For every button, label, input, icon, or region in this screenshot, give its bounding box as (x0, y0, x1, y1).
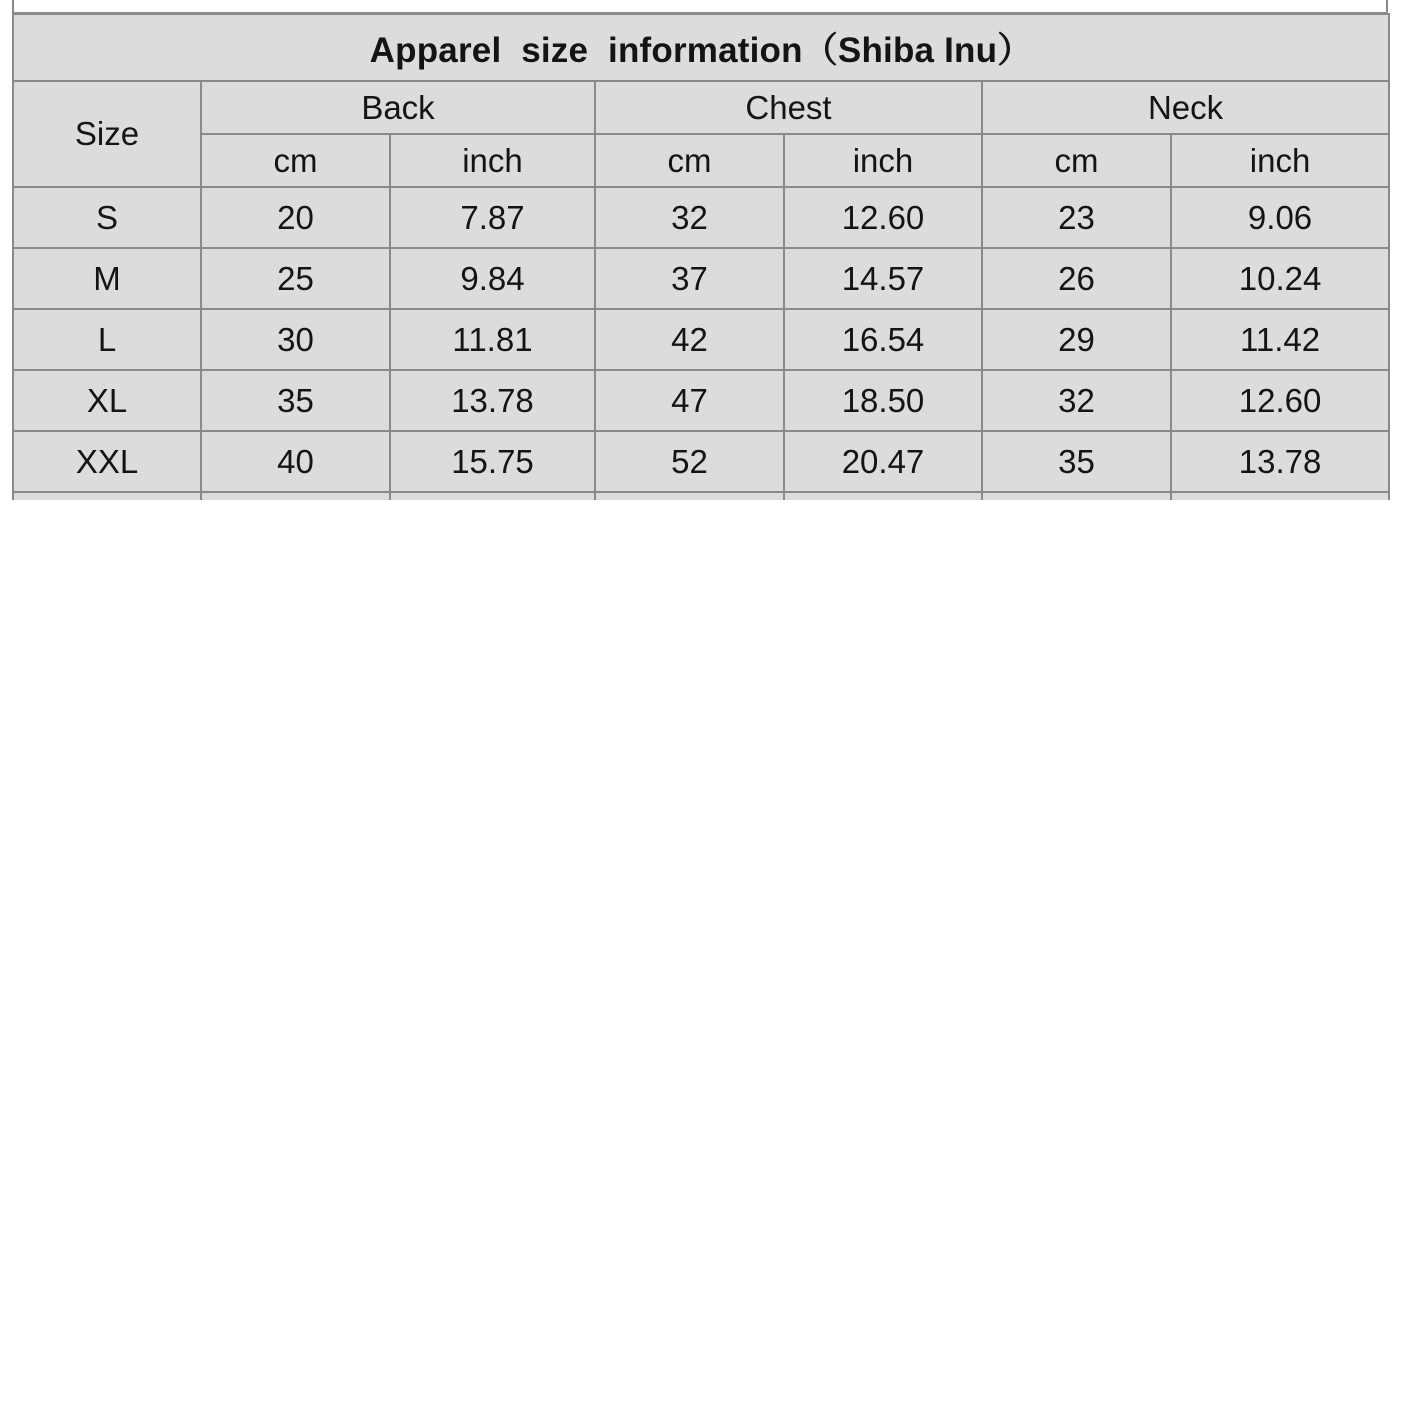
neck-cm-cell: 32 (982, 370, 1171, 431)
unit-header: cm (595, 134, 784, 187)
back-cm-cell: 25 (201, 248, 390, 309)
back-inch-cell: 9.84 (390, 248, 595, 309)
back-cm-cell: 30 (201, 309, 390, 370)
chest-inch-cell: 14.57 (784, 248, 982, 309)
empty-cell (784, 492, 982, 500)
table-row-cut-off (13, 492, 1389, 500)
size-cell: S (13, 187, 201, 248)
empty-cell (13, 492, 201, 500)
title-paren-open: （ (802, 30, 838, 70)
back-cm-cell: 40 (201, 431, 390, 492)
title-main: Apparel size information (369, 30, 803, 70)
table-row (13, 370, 1389, 431)
chest-cm-cell: 32 (595, 187, 784, 248)
empty-cell (390, 492, 595, 500)
back-inch-cell: 7.87 (390, 187, 595, 248)
top-border-strip (12, 0, 1388, 14)
neck-inch-cell: 13.78 (1171, 431, 1389, 492)
size-cell: L (13, 309, 201, 370)
unit-header: cm (982, 134, 1171, 187)
chest-cm-cell: 52 (595, 431, 784, 492)
back-cm-cell: 35 (201, 370, 390, 431)
chest-inch-cell: 20.47 (784, 431, 982, 492)
table-row (13, 309, 1389, 370)
title-breed: Shiba Inu (837, 30, 998, 70)
back-inch-cell: 15.75 (390, 431, 595, 492)
size-table (12, 13, 1390, 500)
empty-cell (201, 492, 390, 500)
size-header: Size (13, 81, 201, 187)
chest-inch-cell: 18.50 (784, 370, 982, 431)
chest-inch-cell: 16.54 (784, 309, 982, 370)
back-inch-cell: 13.78 (390, 370, 595, 431)
neck-cm-cell: 23 (982, 187, 1171, 248)
empty-cell (1171, 492, 1389, 500)
neck-inch-cell: 10.24 (1171, 248, 1389, 309)
table-title (13, 14, 1389, 81)
title-paren-close: ） (997, 30, 1033, 70)
back-inch-cell: 11.81 (390, 309, 595, 370)
empty-cell (982, 492, 1171, 500)
chest-cm-cell: 47 (595, 370, 784, 431)
group-header-chest: Chest (595, 81, 982, 134)
neck-inch-cell: 9.06 (1171, 187, 1389, 248)
neck-inch-cell: 12.60 (1171, 370, 1389, 431)
neck-inch-cell: 11.42 (1171, 309, 1389, 370)
neck-cm-cell: 26 (982, 248, 1171, 309)
size-chart-image (0, 0, 1403, 500)
neck-cm-cell: 35 (982, 431, 1171, 492)
chest-inch-cell: 12.60 (784, 187, 982, 248)
group-header-back: Back (201, 81, 595, 134)
unit-header: cm (201, 134, 390, 187)
unit-header: inch (390, 134, 595, 187)
group-header-neck: Neck (982, 81, 1389, 134)
table-row (13, 187, 1389, 248)
empty-cell (595, 492, 784, 500)
neck-cm-cell: 29 (982, 309, 1171, 370)
unit-header: inch (784, 134, 982, 187)
size-cell: XL (13, 370, 201, 431)
size-cell: M (13, 248, 201, 309)
table-row (13, 431, 1389, 492)
back-cm-cell: 20 (201, 187, 390, 248)
unit-header: inch (1171, 134, 1389, 187)
chest-cm-cell: 42 (595, 309, 784, 370)
table-row (13, 248, 1389, 309)
size-cell: XXL (13, 431, 201, 492)
chest-cm-cell: 37 (595, 248, 784, 309)
